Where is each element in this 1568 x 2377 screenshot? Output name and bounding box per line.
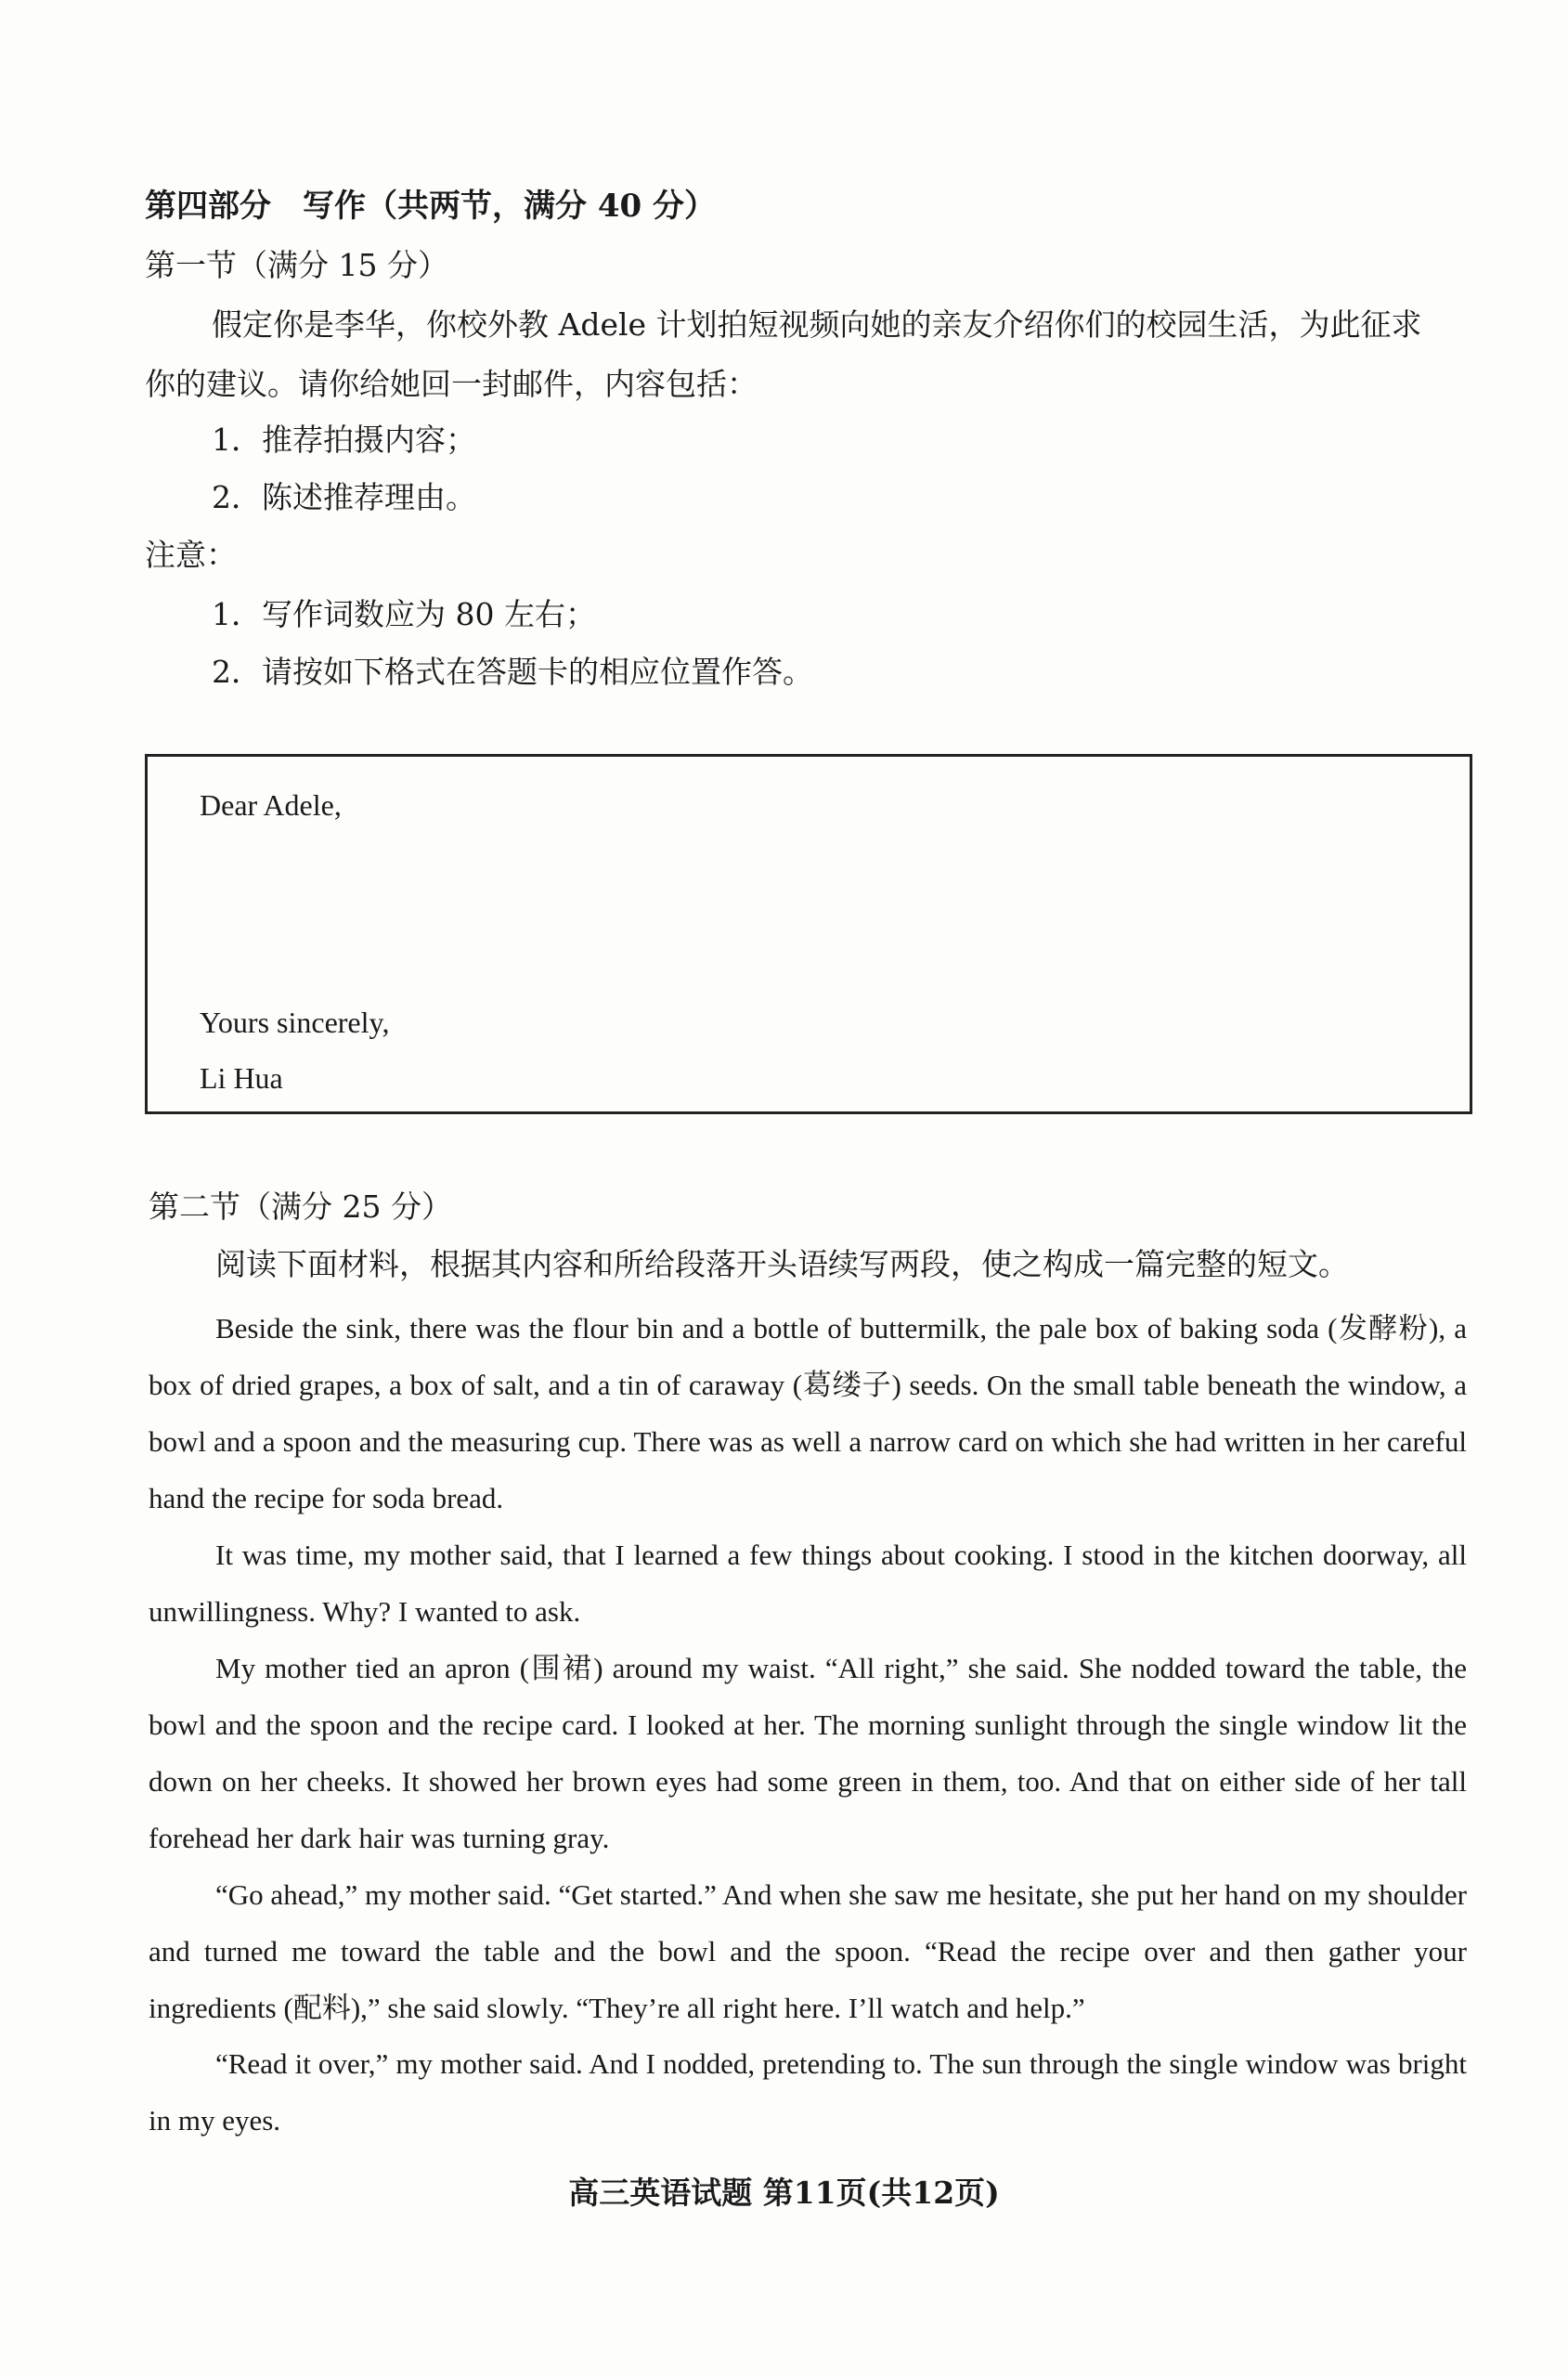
requirement-item-2: 2．陈述推荐理由。 — [212, 479, 476, 515]
page-footer: 高三英语试题 第11页(共12页) — [568, 2175, 1000, 2211]
story-paragraph-1: Beside the sink, there was the flour bin and a bottle of buttermilk, the pale box of baking soda (发酵粉), a box of dried grapes, a box of salt, and a tin of caraway (葛缕子) seeds. On the small table beneath the window, a bowl and a spoon and the measuring cup. There was as well a narrow card on which she had written in her careful hand the recipe for soda bread. — [149, 1312, 1467, 1514]
letter-signature: Li Hua — [200, 1061, 283, 1095]
story-paragraph-3: My mother tied an apron (围裙) around my waist. “All right,” she said. She nodded toward the table, the bowl and the spoon and the recipe card. I looked at her. The morning sunlight through the single window lit the down on her cheeks. It showed her brown eyes had some green in them, too. And that on either side of her tall forehead her dark hair was turning gray. — [149, 1652, 1467, 1854]
letter-greeting: Dear Adele, — [200, 788, 342, 822]
section1-heading: 第一节（满分 15 分） — [145, 247, 448, 283]
story-paragraph-5: “Read it over,” my mother said. And I nodded, pretending to. The sun through the single window was bright in my eyes. — [149, 2047, 1467, 2137]
notes-label: 注意： — [145, 537, 237, 573]
letter-closing: Yours sincerely, — [200, 1006, 390, 1039]
note-item-2: 2．请按如下格式在答题卡的相应位置作答。 — [212, 654, 813, 690]
story-paragraph-2: It was time, my mother said, that I learned a few things about cooking. I stood in the kitchen doorway, all unwillingness. Why? I wanted to ask. — [149, 1539, 1467, 1628]
section1-prompt-line2: 你的建议。请你给她回一封邮件，内容包括： — [145, 366, 758, 402]
part4-heading: 第四部分 写作（共两节，满分 40 分） — [145, 188, 716, 225]
note-item-1: 1．写作词数应为 80 左右； — [212, 596, 596, 632]
section2-instruction: 阅读下面材料，根据其内容和所给段落开头语续写两段，使之构成一篇完整的短文。 — [215, 1246, 1349, 1282]
requirement-item-1: 1．推荐拍摄内容； — [212, 422, 476, 458]
section1-prompt-line1: 假定你是李华，你校外教 Adele 计划拍短视频向她的亲友介绍你们的校园生活，为此征求 — [212, 306, 1422, 343]
story-paragraph-4: “Go ahead,” my mother said. “Get started.” And when she saw me hesitate, she put her hand on my shoulder and turned me toward the table and the bowl and the spoon. “Read the recipe over and then gather your ingredients (配料),” she said slowly. “They’re all right here. I’ll watch and help.” — [149, 1878, 1467, 2024]
letter-format-box — [145, 754, 1472, 1114]
section2-heading: 第二节（满分 25 分） — [149, 1188, 452, 1225]
